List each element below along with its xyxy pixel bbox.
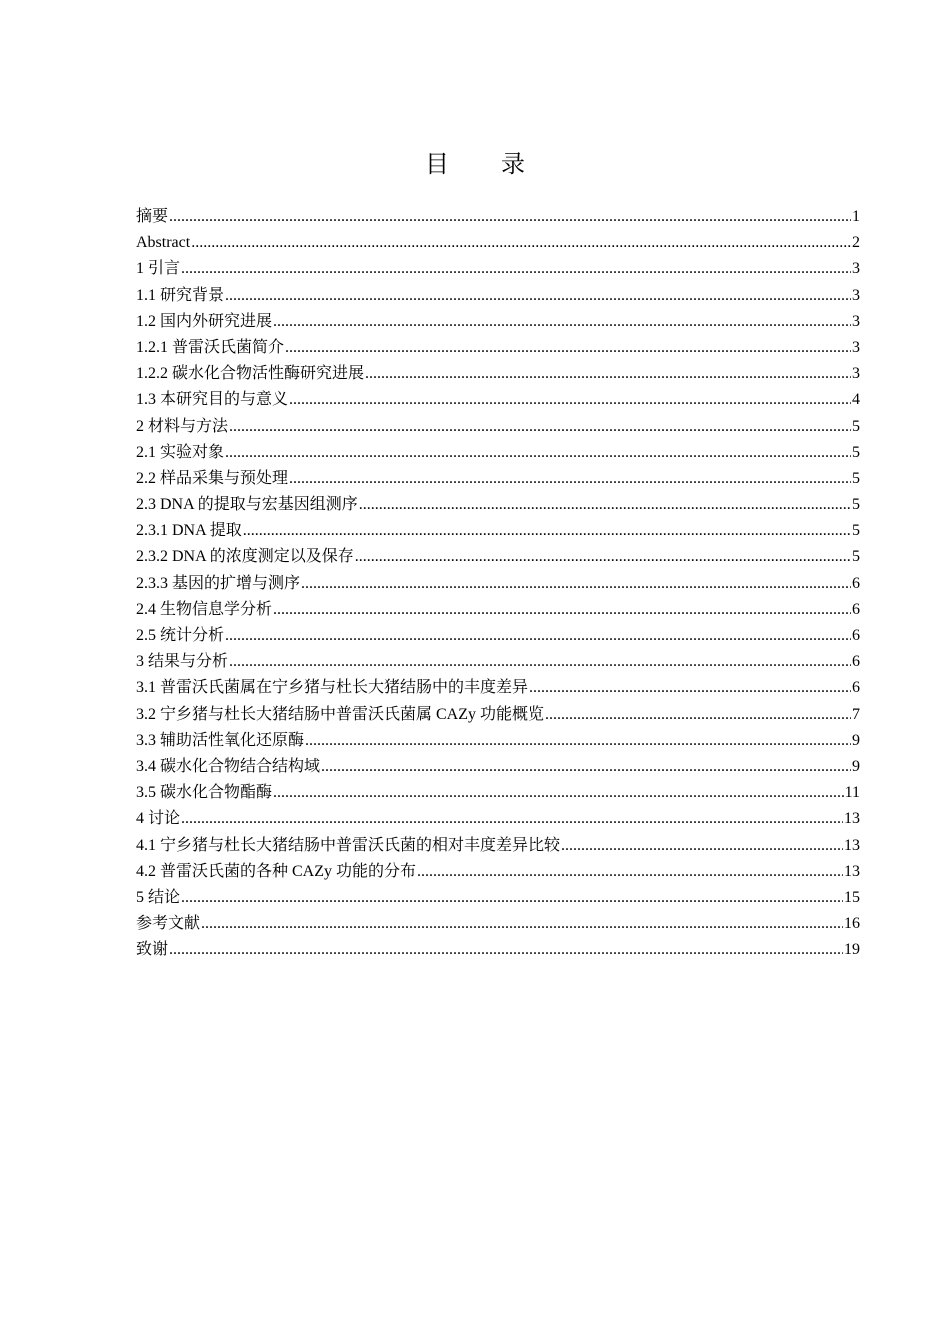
toc-entry-page-number: 19 [844, 941, 860, 959]
toc-entry[interactable] [136, 571, 860, 597]
toc-entry[interactable] [136, 885, 860, 911]
toc-dot-leader [545, 702, 851, 728]
toc-entry-label: 1 引言 [136, 260, 181, 278]
toc-dot-leader [181, 885, 843, 911]
toc-entry-page-number: 9 [852, 731, 860, 749]
toc-entry[interactable] [136, 256, 860, 282]
toc-dot-leader [273, 780, 844, 806]
title-char-2: 录 [501, 152, 525, 178]
toc-dot-leader [285, 335, 851, 361]
toc-entry[interactable] [136, 728, 860, 754]
toc-entry-label: 4 讨论 [136, 810, 181, 828]
toc-entry-label: 致谢 [136, 941, 169, 959]
toc-entry-page-number: 5 [852, 522, 860, 540]
page-title [0, 148, 950, 182]
toc-entry-label: 2.3.3 基因的扩增与测序 [136, 574, 301, 592]
toc-entry-page-number: 5 [852, 443, 860, 461]
toc-entry[interactable] [136, 518, 860, 544]
toc-entry[interactable] [136, 335, 860, 361]
toc-entry[interactable] [136, 204, 860, 230]
toc-entry-label: 2.2 样品采集与预处理 [136, 469, 289, 487]
toc-dot-leader [529, 675, 851, 701]
toc-entry-label: 5 结论 [136, 888, 181, 906]
toc-dot-leader [229, 649, 851, 675]
toc-entry-label: 2.3.1 DNA 提取 [136, 522, 242, 540]
toc-entry[interactable] [136, 387, 860, 413]
toc-dot-leader [289, 387, 851, 413]
toc-dot-leader [289, 466, 851, 492]
toc-entry-page-number: 6 [852, 653, 860, 671]
toc-entry-page-number: 3 [852, 338, 860, 356]
toc-dot-leader [225, 623, 851, 649]
toc-dot-leader [321, 754, 851, 780]
toc-dot-leader [229, 414, 851, 440]
toc-entry[interactable] [136, 283, 860, 309]
toc-entry-label: 2.3 DNA 的提取与宏基因组测序 [136, 496, 358, 514]
toc-dot-leader [225, 440, 851, 466]
toc-dot-leader [365, 361, 851, 387]
toc-entry-page-number: 3 [852, 365, 860, 383]
toc-dot-leader [169, 204, 851, 230]
toc-entry[interactable] [136, 597, 860, 623]
toc-entry[interactable] [136, 544, 860, 570]
toc-entry[interactable] [136, 361, 860, 387]
toc-dot-leader [225, 283, 851, 309]
toc-entry-page-number: 15 [844, 888, 860, 906]
toc-entry-label: 1.1 研究背景 [136, 286, 225, 304]
toc-entry-page-number: 3 [852, 312, 860, 330]
toc-entry-label: 3.1 普雷沃氏菌属在宁乡猪与杜长大猪结肠中的丰度差异 [136, 679, 529, 697]
toc-entry[interactable] [136, 230, 860, 256]
toc-entry-page-number: 2 [852, 234, 860, 252]
toc-entry-page-number: 3 [852, 260, 860, 278]
toc-entry-page-number: 4 [852, 391, 860, 409]
toc-entry-label: Abstract [136, 234, 191, 252]
toc-entry[interactable] [136, 911, 860, 937]
toc-entry-page-number: 5 [852, 417, 860, 435]
toc-entry-label: 1.2 国内外研究进展 [136, 312, 273, 330]
toc-entry-page-number: 5 [852, 469, 860, 487]
toc-entry-page-number: 7 [852, 705, 860, 723]
toc-entry[interactable] [136, 754, 860, 780]
toc-entry-page-number: 3 [852, 286, 860, 304]
toc-dot-leader [169, 937, 843, 963]
toc-entry-label: 3.3 辅助活性氧化还原酶 [136, 731, 305, 749]
toc-dot-leader [417, 859, 843, 885]
toc-entry[interactable] [136, 859, 860, 885]
toc-entry[interactable] [136, 466, 860, 492]
toc-entry[interactable] [136, 492, 860, 518]
toc-entry[interactable] [136, 623, 860, 649]
toc-entry-label: 1.2.1 普雷沃氏菌简介 [136, 338, 285, 356]
toc-entry-label: 摘要 [136, 208, 169, 225]
toc-entry-label: 2.4 生物信息学分析 [136, 600, 273, 618]
toc-dot-leader [243, 518, 851, 544]
toc-entry-label: 2 材料与方法 [136, 417, 229, 435]
toc-entry[interactable] [136, 702, 860, 728]
toc-entry-label: 1.2.2 碳水化合物活性酶研究进展 [136, 365, 365, 383]
toc-entry[interactable] [136, 309, 860, 335]
toc-entry[interactable] [136, 833, 860, 859]
toc-entry-page-number: 1 [852, 208, 860, 225]
toc-entry-label: 3 结果与分析 [136, 653, 229, 671]
toc-entry-label: 2.1 实验对象 [136, 443, 225, 461]
title-char-1: 目 [425, 152, 449, 178]
toc-entry[interactable] [136, 649, 860, 675]
toc-dot-leader [359, 492, 851, 518]
toc-entry-page-number: 13 [844, 836, 860, 854]
toc-entry[interactable] [136, 414, 860, 440]
toc-entry[interactable] [136, 675, 860, 701]
toc-entry-label: 3.2 宁乡猪与杜长大猪结肠中普雷沃氏菌属 CAZy 功能概览 [136, 705, 545, 723]
toc-dot-leader [273, 597, 851, 623]
toc-entry[interactable] [136, 780, 860, 806]
toc-dot-leader [355, 544, 851, 570]
toc-entry[interactable] [136, 937, 860, 963]
toc-entry-page-number: 6 [852, 600, 860, 618]
toc-entry-label: 3.4 碳水化合物结合结构域 [136, 757, 321, 775]
toc-entry-label: 3.5 碳水化合物酯酶 [136, 784, 273, 802]
table-of-contents [136, 204, 860, 963]
toc-dot-leader [181, 256, 851, 282]
toc-entry-label: 4.2 普雷沃氏菌的各种 CAZy 功能的分布 [136, 862, 417, 880]
toc-entry-page-number: 13 [844, 810, 860, 828]
toc-entry[interactable] [136, 440, 860, 466]
toc-entry-label: 参考文献 [136, 915, 201, 933]
toc-dot-leader [273, 309, 851, 335]
toc-entry-label: 2.5 统计分析 [136, 627, 225, 644]
toc-dot-leader [305, 728, 851, 754]
toc-entry[interactable] [136, 806, 860, 832]
toc-entry-label: 1.3 本研究目的与意义 [136, 391, 289, 409]
toc-entry-page-number: 16 [844, 915, 860, 933]
toc-entry-page-number: 6 [852, 627, 860, 644]
toc-dot-leader [561, 833, 843, 859]
toc-entry-page-number: 6 [852, 679, 860, 697]
toc-dot-leader [181, 806, 843, 832]
toc-entry-page-number: 11 [844, 784, 860, 802]
toc-dot-leader [201, 911, 843, 937]
toc-entry-page-number: 13 [844, 862, 860, 880]
toc-entry-page-number: 5 [852, 548, 860, 566]
toc-entry-label: 2.3.2 DNA 的浓度测定以及保存 [136, 548, 354, 566]
toc-entry-page-number: 9 [852, 757, 860, 775]
toc-dot-leader [301, 571, 851, 597]
toc-entry-label: 4.1 宁乡猪与杜长大猪结肠中普雷沃氏菌的相对丰度差异比较 [136, 836, 561, 854]
toc-entry-page-number: 5 [852, 496, 860, 514]
toc-entry-page-number: 6 [852, 574, 860, 592]
toc-dot-leader [191, 230, 851, 256]
